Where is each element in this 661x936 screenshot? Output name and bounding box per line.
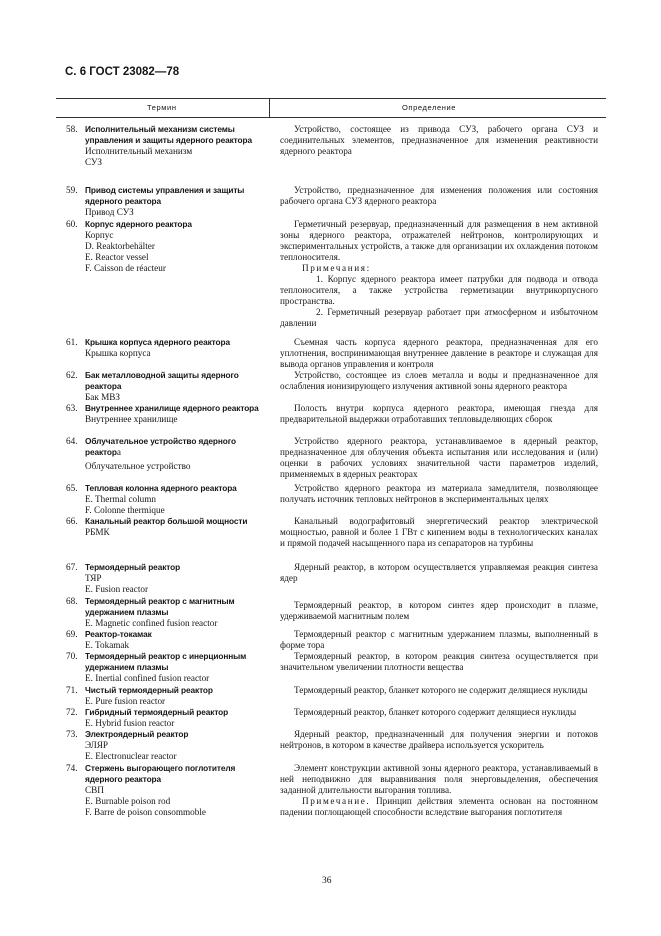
term-cell: 65. Тепловая колонна ядерного реактора E. Thermal column F. Colonne thermique [66,483,266,516]
term-cell: 61. Крышка корпуса ядерного реактора Крышка корпуса [66,337,266,359]
term-title: Корпус ядерного реактора [85,219,192,229]
term-synonym: Облучательное устройство [85,460,191,471]
term-title: Внутреннее хранилище ядерного реактора [85,403,259,413]
definition-cell: Ядерный реактор, в котором осуществляется управляемая реакция синтеза ядер [280,562,598,583]
term-synonym: Исполнительный механизм [85,145,193,156]
term-synonym: СУЗ [85,156,102,167]
term-cell: 71. Чистый термоядерный реактор E. Pure fusion reactor [66,685,266,707]
term-cell: 72. Гибридный термоядерный реактор E. Hybrid fusion reactor [66,707,266,729]
table-top-rule [56,98,606,99]
definition-cell: Канальный водографитовый энергетический реактор электрической мощностью, равной и более 1 ГВт с кипением воды в технологических каналах и прямой подачей насыщенного пара из сепараторов на турбины [280,516,598,548]
term-title: Тепловая колонна ядерного реактора [85,483,237,493]
definition-cell: Ядерный реактор, предназначенный для получения энергии и потоков нейтронов, в котором в качестве драйвера используется ускоритель [280,729,598,750]
terms-table [0,124,661,833]
table-row [0,483,661,516]
note-title: Примечание. [302,796,371,806]
note-text [280,796,598,818]
term-synonym: D. Reaktorbehälter [85,240,155,251]
term-title: Чистый термоядерный реактор [85,685,213,695]
definition-cell: Элемент конструкции активной зоны ядерного реактора, устанавливаемый в ней неподвижно для выравнивания поля энерговыделения, обеспечения заданной длительности выгорания топлива. [280,763,598,795]
term-synonym: Крышка корпуса [85,347,151,358]
term-cell: 63. Внутреннее хранилище ядерного реактора Внутреннее хранилище [66,403,266,425]
term-synonym: ЭЛЯР [85,739,108,750]
term-synonym: ТЯР [85,572,102,583]
term-cell: 58. Исполнительный механизм системы управления и защиты ядерного реактора Исполнительный механизм СУЗ [66,124,266,168]
term-title: Термоядерный реактор с инерционным удержанием плазмы [85,651,247,672]
note-text: 1. Корпус ядерного реактора имеет патрубки для подвода и отвода теплоносителя, а также устройства герметизации внутрикорпусного пространства. [280,274,598,306]
table-row [0,763,661,833]
table-row [0,185,661,219]
table-header-rule [56,117,606,118]
table-row [0,124,661,185]
term-synonym: СВП [85,784,104,795]
term-cell: 74. Стержень выгорающего поглотителя ядерного реактора СВП E. Burnable poison rod F. Barre de poison consommoble [66,763,266,818]
page-header: С. 6 ГОСТ 23082—78 [65,66,180,78]
term-synonym: E. Fusion reactor [85,583,149,594]
definition-cell: Полость внутри корпуса ядерного реактора, имеющая гнезда для предварительной выдержки отработавших тепловыделяющих сборок [280,403,598,424]
term-title: Облучательное устройство ядерного реактор [85,436,236,457]
term-cell: 69. Реактор-токамак E. Tokamak [66,629,266,651]
definition-cell: Термоядерный реактор с магнитным удержанием плазмы, выполненный в форме тора [280,629,598,650]
term-title: Электроядерный реактор [85,729,189,739]
term-cell: 73. Электроядерный реактор ЭЛЯР E. Electronuclear reactor [66,729,266,762]
definition-cell: Термоядерный реактор, в котором реакция синтеза осуществляется при значительном увеличении плотности вещества [280,651,598,672]
table-header-divider [269,98,270,117]
table-row [0,403,661,436]
term-synonym: Корпус [85,229,114,240]
definition-cell: Термоядерный реактор, бланкет которого не содержит делящиеся нуклиды [294,685,588,695]
term-synonym: E. Tokamak [85,639,130,650]
term-title: Стержень выгорающего поглотителя ядерного реактора [85,763,236,784]
definition-cell: Термоядерный реактор, в котором синтез ядер происходит в плазме, удерживаемой магнитным полем [280,600,598,621]
definition-cell: Герметичный резервуар, предназначенный для размещения в нем активной зоны ядерного реактора, отражателей нейтронов, контролирующих и экспериментальных устройств, а также для организации их охлаждения потоком теплоносителя. [280,219,598,262]
term-synonym: F. Caisson de réacteur [85,262,166,273]
term-synonym: E. Magnetic confined fusion reactor [85,617,218,628]
term-synonym: Привод СУЗ [85,206,134,217]
term-synonym: Внутреннее хранилище [85,413,178,424]
table-row [0,370,661,403]
term-synonym: E. Reactor vessel [85,251,149,262]
term-synonym: Бак МВЗ [85,391,121,402]
table-row [0,685,661,707]
term-synonym: F. Barre de poison consommoble [85,806,206,817]
term-title: Крышка корпуса ядерного реактора [85,337,230,347]
definition-cell: Съемная часть корпуса ядерного реактора, предназначенная для его уплотнения, воспринимающая внутреннее давление в реакторе и служащая для вывода органов управления и контроля [280,337,598,369]
term-synonym: E. Hybrid fusion reactor [85,717,175,728]
term-cell: 66. Канальный реактор большой мощности РБМК [66,516,266,538]
term-cell: 60. Корпус ядерного реактора Корпус D. Reaktorbehälter E. Reactor vessel F. Caisson de réacteur [66,219,266,274]
page-number: 36 [322,876,332,886]
term-title-tail: а [116,446,121,457]
definition-cell: Устройство, состоящее из слоев металла и воды и предназначенное для ослабления ионизирующего излучения активной зоны ядерного реактора [280,370,598,391]
term-synonym: F. Colonne thermique [85,504,165,515]
table-row [0,516,661,562]
table-row [0,651,661,685]
term-synonym: E. Electronuclear reactor [85,750,177,761]
table-row [0,707,661,729]
column-header-term: Термин [147,103,177,112]
definition-cell: Устройство ядерного реактора из материала замедлителя, позволяющее получать источник тепловых нейтронов в экспериментальных целях [280,483,598,504]
table-row [0,729,661,763]
term-title: Исполнительный механизм системы управления и защиты ядерного реактора [85,124,252,145]
term-title: Привод системы управления и защиты ядерного реактора [85,185,245,206]
table-row [0,596,661,629]
term-title: Канальный реактор большой мощности [85,516,248,526]
definition-cell: Термоядерный реактор, бланкет которого содержит делящиеся нуклиды [294,707,577,717]
term-synonym: E. Inertial confined fusion reactor [85,672,210,683]
table-row [0,562,661,596]
definition-cell: Устройство, состоящее из привода СУЗ, рабочего органа СУЗ и соединительных элементов, предназначенное для изменения реактивности ядерного реактора [280,124,598,156]
term-title: Реактор-токамак [85,629,152,639]
term-synonym: РБМК [85,526,110,537]
term-cell: 70. Термоядерный реактор с инерционным удержанием плазмы E. Inertial confined fusion reactor [66,651,266,684]
term-title: Термоядерный реактор с магнитным удержанием плазмы [85,596,235,617]
term-synonym: E. Thermal column [85,493,157,504]
term-title: Гибридный термоядерный реактор [85,707,229,717]
term-title: Термоядерный реактор [85,562,181,572]
term-cell: 62. Бак металловодной защиты ядерного реактора Бак МВЗ [66,370,266,403]
note-text: 2. Герметичный резервуар работает при атмосферном и избыточном давлении [280,307,598,328]
term-cell: 68. Термоядерный реактор с магнитным удержанием плазмы E. Magnetic confined fusion reactor [66,596,266,629]
term-cell: 59. Привод системы управления и защиты ядерного реактора Привод СУЗ [66,185,266,218]
definition-cell: Устройство ядерного реактора, устанавливаемое в ядерный реактор, предназначенное для облучения объекта испытания или исследования и (или) оценки в рабочих условиях значительной части параметров изделий, применяемых в ядерных реакторах [280,436,598,479]
term-cell: 64. Облучательное устройство ядерного реактора Облучательное устройство [66,436,266,472]
table-row [0,337,661,370]
term-synonym: E. Burnable poison rod [85,795,171,806]
term-synonym: E. Pure fusion reactor [85,695,166,706]
term-title: Бак металловодной защиты ядерного реактора [85,370,239,391]
term-cell: 67. Термоядерный реактор ТЯР E. Fusion reactor [66,562,266,595]
table-row [0,629,661,651]
column-header-definition: Определение [402,103,457,112]
table-row [0,436,661,483]
note-title: Примечания: [302,263,371,273]
table-row [0,219,661,337]
definition-cell: Устройство, предназначенное для изменения положения или состояния рабочего органа СУЗ ядерного реактора [280,185,598,206]
note-body: Принцип действия элемента основан на постоянном падении поглощающей способности вследствие выгорания поглотителя [280,796,598,817]
